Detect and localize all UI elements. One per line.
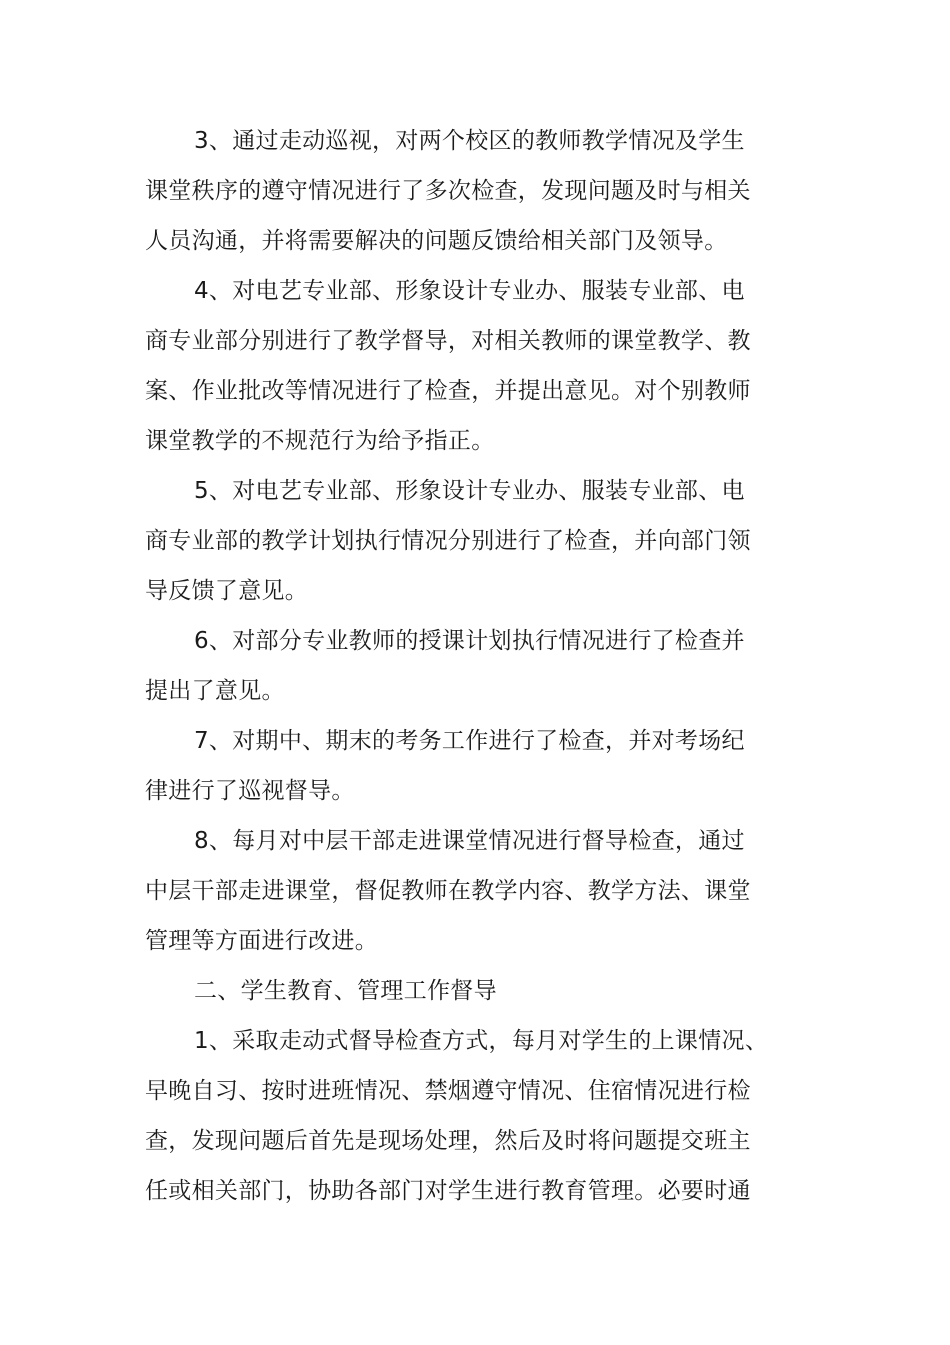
paragraph-6-line-1: 6、对部分专业教师的授课计划执行情况进行了检查并 <box>194 628 745 654</box>
paragraph-3-line-2: 课堂秩序的遵守情况进行了多次检查，发现问题及时与相关 <box>145 178 751 204</box>
paragraph-8-line-2: 中层干部走进课堂，督促教师在教学内容、教学方法、课堂 <box>145 878 751 904</box>
paragraph-s1-line-1: 1、采取走动式督导检查方式，每月对学生的上课情况、 <box>194 1028 769 1054</box>
paragraph-4-line-2: 商专业部分别进行了教学督导，对相关教师的课堂教学、教 <box>145 328 751 354</box>
paragraph-4-line-3: 案、作业批改等情况进行了检查，并提出意见。对个别教师 <box>145 378 751 404</box>
paragraph-4-line-4: 课堂教学的不规范行为给予指正。 <box>145 428 495 454</box>
paragraph-5-line-1: 5、对电艺专业部、形象设计专业办、服装专业部、电 <box>194 478 745 504</box>
paragraph-s1-line-4: 任或相关部门，协助各部门对学生进行教育管理。必要时通 <box>145 1178 751 1204</box>
paragraph-s1-line-3: 查，发现问题后首先是现场处理，然后及时将问题提交班主 <box>145 1128 751 1154</box>
paragraph-4-line-1: 4、对电艺专业部、形象设计专业办、服装专业部、电 <box>194 278 745 304</box>
paragraph-7-line-2: 律进行了巡视督导。 <box>145 778 355 804</box>
paragraph-3-line-3: 人员沟通，并将需要解决的问题反馈给相关部门及领导。 <box>145 228 728 254</box>
paragraph-5-line-2: 商专业部的教学计划执行情况分别进行了检查，并向部门领 <box>145 528 751 554</box>
paragraph-7-line-1: 7、对期中、期末的考务工作进行了检查，并对考场纪 <box>194 728 745 754</box>
paragraph-6-line-2: 提出了意见。 <box>145 678 285 704</box>
paragraph-8-line-1: 8、每月对中层干部走进课堂情况进行督导检查，通过 <box>194 828 745 854</box>
paragraph-8-line-3: 管理等方面进行改进。 <box>145 928 378 954</box>
section-heading-student-management: 二、学生教育、管理工作督导 <box>194 978 497 1004</box>
paragraph-5-line-3: 导反馈了意见。 <box>145 578 309 604</box>
paragraph-3-line-1: 3、通过走动巡视，对两个校区的教师教学情况及学生 <box>194 128 745 154</box>
paragraph-s1-line-2: 早晚自习、按时进班情况、禁烟遵守情况、住宿情况进行检 <box>145 1078 751 1104</box>
